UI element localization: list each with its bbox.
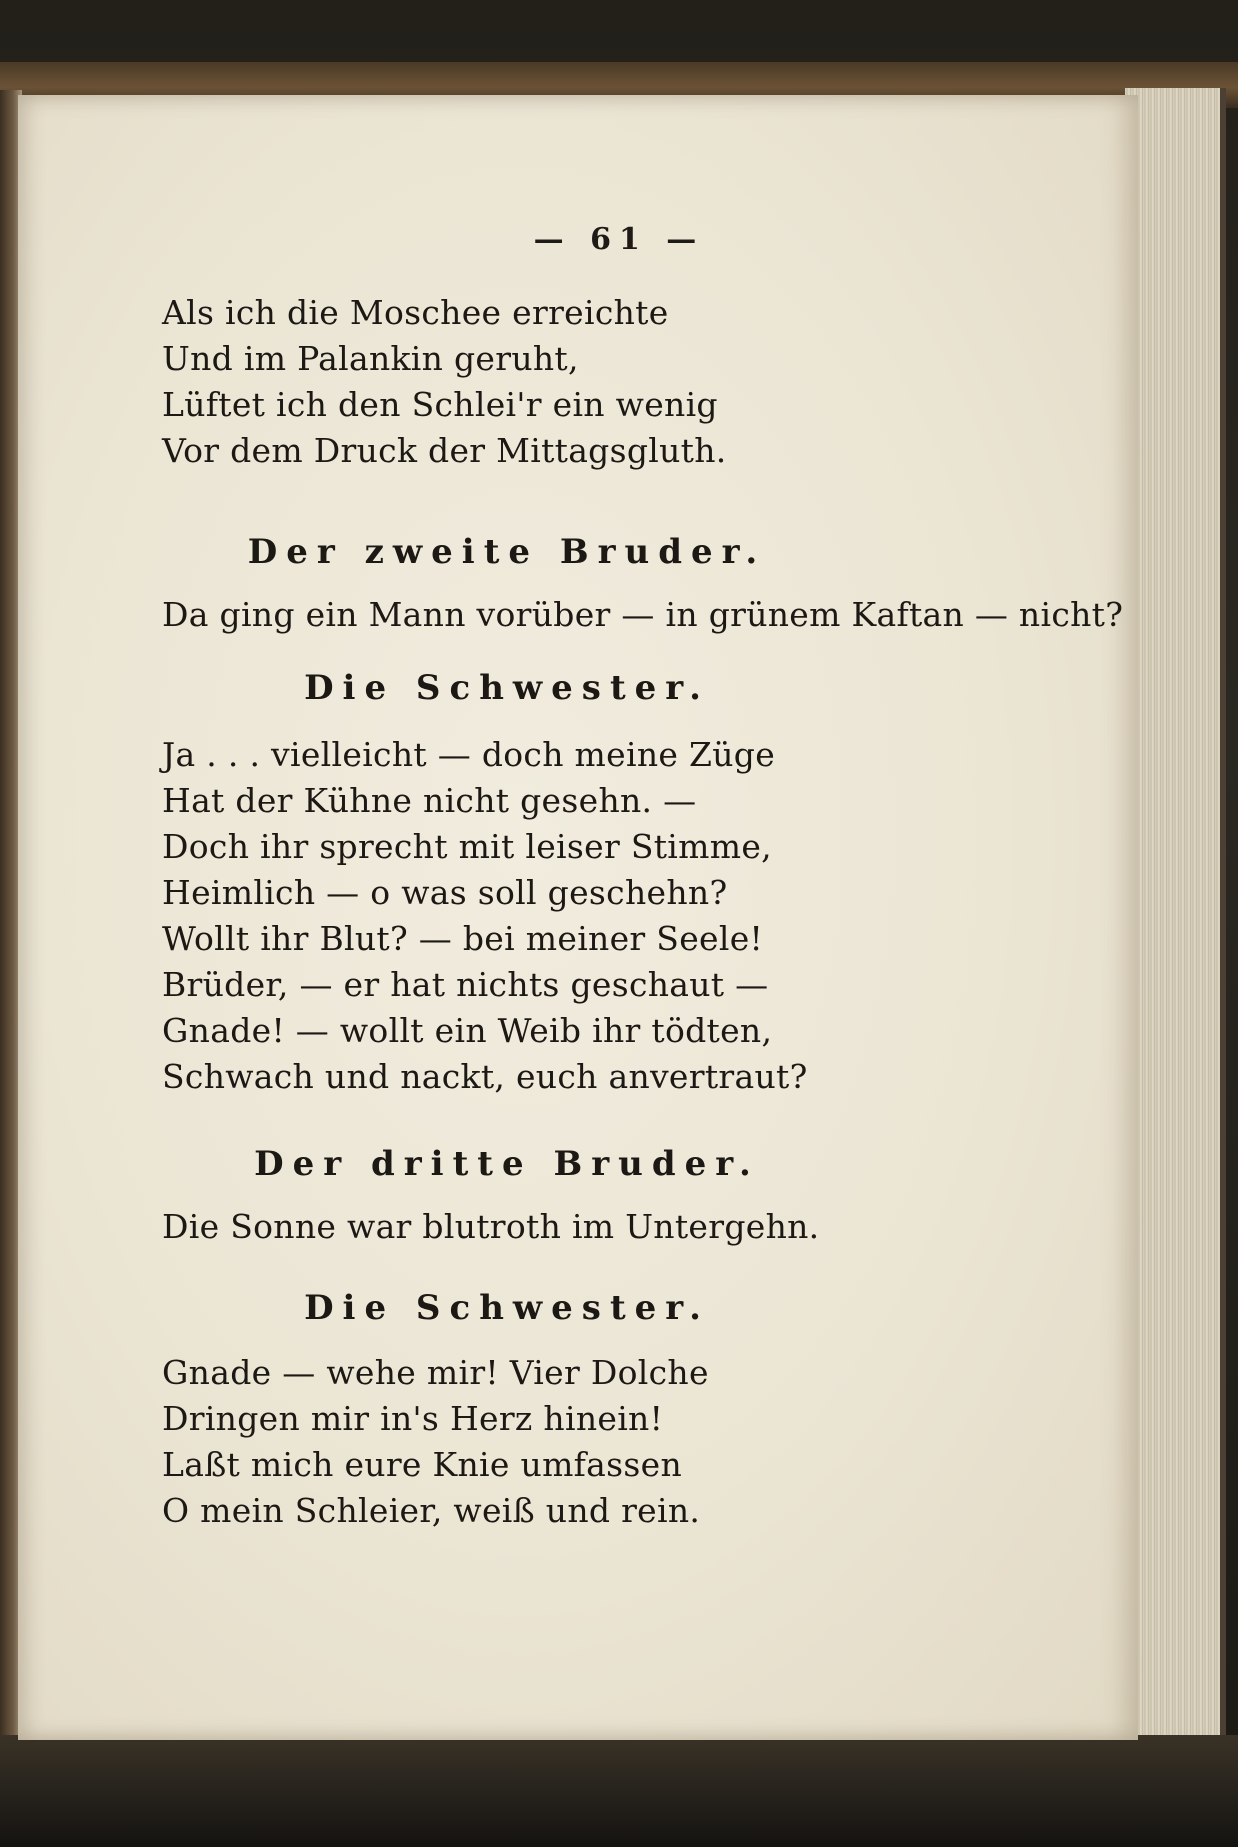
stanza-1 <box>162 290 1042 474</box>
verse-line: Wollt ihr Blut? — bei meiner Seele! <box>162 919 764 958</box>
verse-line: Vor dem Druck der Mittagsgluth. <box>162 431 727 470</box>
verse-line: Doch ihr sprecht mit leiser Stimme, <box>162 827 772 866</box>
stanza-3 <box>162 1350 1042 1534</box>
speaker-heading: Die Schwester. <box>304 668 710 708</box>
page-block-edges <box>1125 88 1226 1748</box>
verse-line: Und im Palankin geruht, <box>162 339 579 378</box>
verse-line: Heimlich — o was soll geschehn? <box>162 873 728 912</box>
verse-line: O mein Schleier, weiß und rein. <box>162 1491 701 1530</box>
verse-line: Lüftet ich den Schlei'r ein wenig <box>162 385 718 424</box>
verse-line: Hat der Kühne nicht gesehn. — <box>162 781 697 820</box>
verse-line: Da ging ein Mann vorüber — in grünem Kaftan — nicht? <box>162 595 1124 634</box>
verse-line: Gnade! — wollt ein Weib ihr tödten, <box>162 1011 773 1050</box>
speaker-heading: Der zweite Bruder. <box>247 532 767 572</box>
stanza-2 <box>162 732 1042 1100</box>
page-number: — 61 — <box>533 222 705 257</box>
speaker-heading: Die Schwester. <box>304 1288 710 1328</box>
page-text <box>162 290 1124 1534</box>
verse-line: Die Sonne war blutroth im Untergehn. <box>162 1207 820 1246</box>
verse-line: Schwach und nackt, euch anvertraut? <box>162 1057 808 1096</box>
verse-line: Brüder, — er hat nichts geschaut — <box>162 965 769 1004</box>
verse-line: Dringen mir in's Herz hinein! <box>162 1399 664 1438</box>
verse-line: Als ich die Moschee erreichte <box>162 293 669 332</box>
verse-line: Gnade — wehe mir! Vier Dolche <box>162 1353 709 1392</box>
speaker-heading: Der dritte Bruder. <box>254 1144 760 1184</box>
verse-line: Ja . . . vielleicht — doch meine Züge <box>162 735 776 774</box>
book-cover-bottom-edge <box>0 1735 1238 1847</box>
verse-line: Laßt mich eure Knie umfassen <box>162 1445 682 1484</box>
